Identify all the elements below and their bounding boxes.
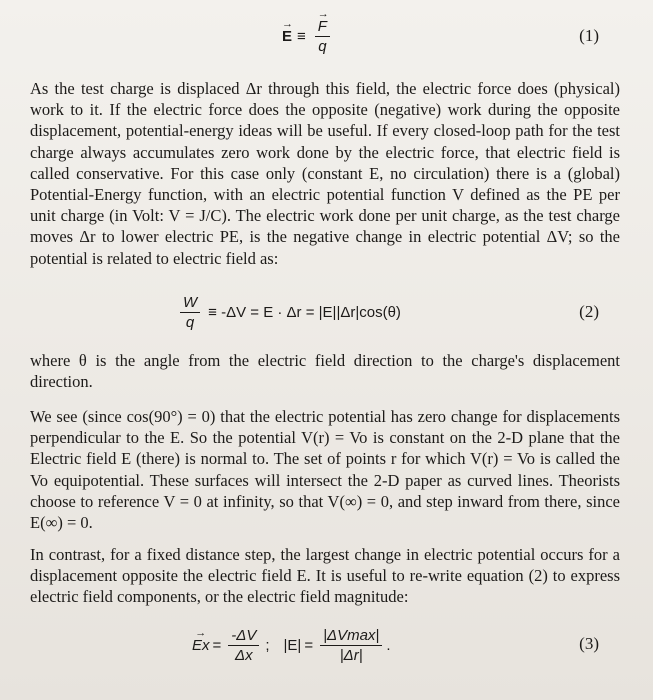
eq1-lhs: → E	[282, 28, 292, 45]
eq3-num-1: -ΔV	[228, 627, 259, 646]
paragraph-3	[30, 406, 620, 533]
paragraph-1-text: As the test charge is displaced Δr through this field, the electric force does (physical) work to it. If the electric force does the opposite (negative) work during the opposite displacement, potential-energy ideas will be useful. If every closed-loop path for the test charge always accumulates zero work done by the electric force, that electric field is called conservative. For this case only (constant E, no circulation) there is a (global) Potential-Energy function, with an electric potential function V defined as the PE per unit charge (in Volt: V = J/C). The electric work done per unit charge, as the test charge moves Δr to lower electric PE, is the negative change in electric potential ΔV; so the potential is related to electric field as:	[30, 79, 620, 268]
eq1-fraction	[315, 18, 330, 55]
eq3-num-2: |ΔVmax|	[320, 627, 382, 646]
paragraph-2-text: where θ is the angle from the electric field direction to the charge's displacement direction.	[30, 351, 620, 392]
eq3-lhs-2: |E|	[283, 636, 302, 654]
eq1-number: (1)	[579, 26, 599, 45]
paragraph-2	[30, 350, 620, 392]
paragraph-4	[30, 544, 620, 608]
eq2-fraction	[180, 294, 200, 331]
eq3-den-2: |Δr|	[339, 646, 363, 664]
eq3-den-1: Δx	[235, 646, 253, 664]
eq1-denominator: q	[318, 37, 327, 55]
eq3-fraction-1	[228, 627, 259, 664]
eq2-numerator: W	[180, 294, 200, 313]
eq1-numerator: → F	[318, 18, 327, 35]
paragraph-3-text: We see (since cos(90°) = 0) that the electric potential has zero change for displacements perpendicular to the E. So the potential V(r) = Vo is constant on the 2-D plane that the Electric field E (there) is normal to. The set of points r for which V(r) = Vo is called the Vo equipotential. These surfaces will intersect the 2-D paper as curved lines. Theorists choose to reference V = 0 at infinity, so that V(∞) = 0, and step inward from there, since E(∞) = 0.	[30, 407, 620, 533]
eq2-rhs: ≡ -ΔV = E · Δr = |E||Δr|cos(θ)	[208, 303, 401, 321]
eq1-op: ≡	[297, 27, 306, 45]
eq3-number: (3)	[579, 634, 599, 653]
equation-1	[282, 12, 653, 60]
equation-2	[176, 288, 653, 336]
eq3-lhs-1: → Ex	[192, 637, 210, 654]
paragraph-4-text: In contrast, for a fixed distance step, the largest change in electric potential occurs for a displacement opposite the electric field E. It is useful to re-write equation (2) to express electric field components, or the electric field magnitude:	[30, 545, 620, 607]
equation-3: → Ex = $\frac{-\Delta V}{\Delta x}$ ; |E| = $\frac{|\Delta Vmax|}{|\Delta r|}$ . (3)	[192, 620, 653, 670]
paragraph-1	[30, 78, 620, 269]
eq3-fraction-2	[320, 627, 382, 664]
eq2-denominator: q	[185, 313, 195, 331]
eq2-number: (2)	[579, 302, 599, 321]
